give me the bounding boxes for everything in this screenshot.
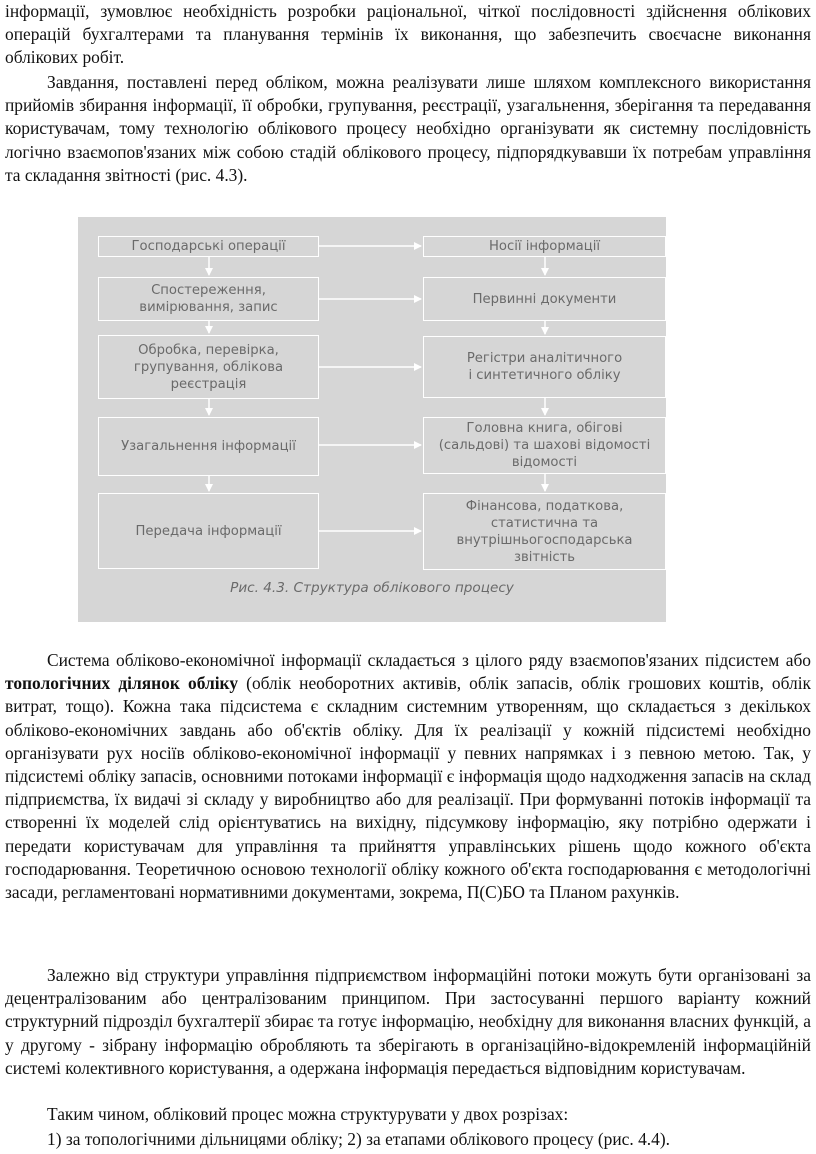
box-general-ledger: Головна книга, обігові (сальдові) та шахові відомості відомості [423, 417, 666, 474]
paragraph-information-flows: Залежно від структури управління підприємством інформаційні потоки можуть бути організовані за децентралізованим або централізованим принципом. При застосуванні першого варіанту кожний структурний підрозділ бухгалтерії збирає та готує інформацію, необхідну для виконання власних функцій, а у другому - зібрану інформацію обробляють та зберігають в організаційно-відокремленій інформаційній системі колективного користування, а одержана інформація передається відповідним користувачам. [5, 965, 811, 1078]
box-primary-documents: Первинні документи [423, 277, 666, 321]
paragraph-tasks: Завдання, поставлені перед обліком, можна реалізувати лише шляхом комплексного використання прийомів збирання інформації, її обробки, групування, реєстрації, узагальнення, зберігання та передавання користувачам, тому технологію облікового процесу необхідно організувати як системну послідовність логічно взаємопов'язаних між собою стадій облікового процесу, підпорядкувавши їх потребам управління та складання звітності (рис. 4.3). [5, 72, 811, 185]
paragraph-conclusion: Таким чином, обліковий процес можна структурувати у двох розрізах: [47, 1104, 569, 1124]
box-accounting-registers: Регістри аналітичного і синтетичного обліку [423, 336, 666, 398]
box-information-transfer: Передача інформації [98, 493, 319, 569]
figure-caption: Рис. 4.3. Структура облікового процесу [230, 580, 514, 596]
box-observation-measurement: Спостереження, вимірювання, запис [98, 277, 319, 321]
paragraph-information-system-start: Система обліково-економічної інформації складається з цілого ряду взаємопов'язаних підсистем або [47, 650, 811, 670]
box-information-carriers: Носії інформації [423, 236, 666, 257]
box-reporting: Фінансова, податкова, статистична та внутрішньогосподарська звітність [423, 493, 666, 570]
paragraph-list: 1) за топологічними дільницями обліку; 2) за етапами облікового процесу (рис. 4.4). [47, 1129, 670, 1149]
accounting-process-diagram [78, 217, 666, 622]
box-business-operations: Господарські операції [98, 236, 319, 257]
box-information-generalization: Узагальнення інформації [98, 417, 319, 476]
paragraph-intro-continuation: інформації, зумовлює необхідність розробки раціональної, чіткої послідовності здійснення облікових операцій бухгалтерами та планування термінів їх виконання, що забезпечить своєчасне виконання облікових робіт. [5, 1, 811, 68]
term-topological-sections: топологічних ділянок обліку [5, 673, 239, 694]
paragraph-information-system [5, 649, 811, 904]
box-processing-registration: Обробка, перевірка, групування, облікова реєстрація [98, 335, 319, 399]
paragraph-information-system-rest: (облік необоротних активів, облік запасів, облік грошових коштів, облік витрат, тощо). Кожна така підсистема є складним системним утворенням, що складається з декількох обліково-економічних завдань або об'єктів обліку. Для їх реалізації у кожній підсистемі необхідно організувати рух носіїв обліково-економічної інформації у певних напрямках і з певною метою. Так, у підсистемі обліку запасів, основними потоками інформації є інформація щодо надходження запасів на склад підприємства, їх видачі зі складу у виробництво або для реалізації. При формуванні потоків інформації та створенні їх моделей слід орієнтуватись на вихідну, підсумкову інформацію, яку потрібно одержати і передати користувачам для управління та прийняття управлінських рішень щодо кожного об'єкта господарювання. Теоретичною основою технології обліку кожного об'єкта господарювання є методологічні засади, регламентовані нормативними документами, зокрема, П(С)БО та Планом рахунків. [5, 673, 811, 903]
